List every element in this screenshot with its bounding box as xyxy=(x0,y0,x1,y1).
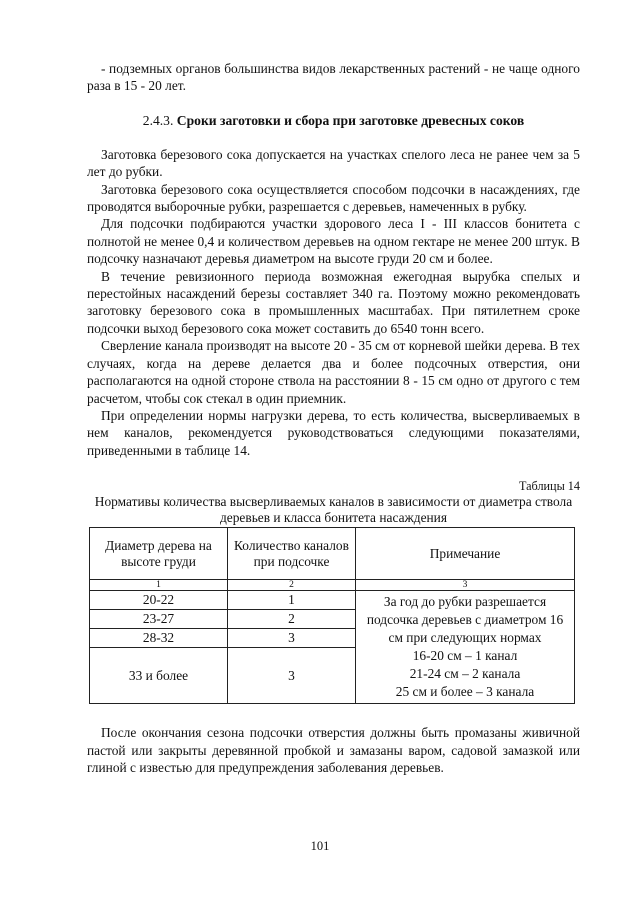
cell-diameter: 23-27 xyxy=(90,610,228,629)
paragraph-3: Для подсочки подбираются участки здорового леса I - III классов бонитета с полнотой не менее 0,4 и количеством деревьев на одном гектаре не менее 200 штук. В подсочку назначают деревья диаметром на высоте груди 20 см и более. xyxy=(87,216,580,267)
paragraph-top: - подземных органов большинства видов лекарственных растений - не чаще одного раза в 15 - 20 лет. xyxy=(87,61,580,94)
cell-diameter: 20-22 xyxy=(90,591,228,610)
paragraph-6: При определении нормы нагрузки дерева, то есть количества, высверливаемых в нем каналов, рекомендуется руководствоваться следующими показателями, приведенными в таблице 14. xyxy=(87,407,580,458)
paragraph-1: Заготовка березового сока допускается на участках спелого леса не ранее чем за 5 лет до рубки. xyxy=(87,146,580,180)
paragraph-5: Сверление канала производят на высоте 20 - 35 см от корневой шейки дерева. В тех случаях, когда на дереве делается два и более подсочных отверстия, они располагаются на одной стороне ствола на расстоянии 8 - 15 см одно от другого с тем расчетом, чтобы сок стекал в один приемник. xyxy=(87,338,580,406)
cell-count: 3 xyxy=(228,648,356,704)
table-label: Таблицы 14 xyxy=(519,479,580,494)
norms-table xyxy=(89,527,575,704)
cell-count: 1 xyxy=(228,591,356,610)
column-number: 1 xyxy=(90,580,228,591)
table-header-row xyxy=(90,528,575,580)
paragraph-after-table: После окончания сезона подсочки отверстия должны быть промазаны живичной пастой или закрыты деревянной пробкой и замазаны варом, садовой замазкой или глиной с известью для предупреждения заболевания деревьев. xyxy=(87,725,580,775)
note-line: подсочка деревьев с диаметром 16 xyxy=(366,612,564,628)
paragraph-4: В течение ревизионного периода возможная ежегодная вырубка спелых и перестойных насаждений березы составляет 340 га. Поэтому можно рекомендовать заготовку березового сока в промышленных масштабах. При пятилетнем сроке подсочки выход березового сока может составить до 6540 тонн всего. xyxy=(87,268,580,336)
cell-diameter: 33 и более xyxy=(90,648,228,704)
table-column-numbers-row xyxy=(90,580,575,591)
section-title: Сроки заготовки и сбора при заготовке древесных соков xyxy=(176,112,525,128)
page-number: 101 xyxy=(310,839,330,853)
note-line: 16-20 см – 1 канал xyxy=(412,648,518,664)
document-page xyxy=(87,60,580,776)
note-line: За год до рубки разрешается xyxy=(383,594,547,610)
note-line: 25 см и более – 3 канала xyxy=(395,684,535,700)
cell-diameter: 28-32 xyxy=(90,629,228,648)
cell-count: 3 xyxy=(228,629,356,648)
paragraph-2: Заготовка березового сока осуществляется способом подсочки в насаждениях, где проводятся выборочные рубки, разрешается с деревьев, намеченных в рубку. xyxy=(87,181,580,215)
cell-note xyxy=(356,591,575,704)
section-heading xyxy=(87,113,580,129)
note-line: см при следующих нормах xyxy=(388,630,542,646)
note-line: 21-24 см – 2 канала xyxy=(409,666,521,682)
table-row xyxy=(90,591,575,610)
column-number: 3 xyxy=(356,580,575,591)
column-number: 2 xyxy=(228,580,356,591)
cell-count: 2 xyxy=(228,610,356,629)
table-title: Нормативы количества высверливаемых каналов в зависимости от диаметра ствола деревьев и класса бонитета насаждения xyxy=(94,494,573,526)
header-diameter: Диаметр дерева на высоте груди xyxy=(90,528,228,580)
section-number: 2.4.3. xyxy=(142,112,177,128)
header-count: Количество каналов при подсочке xyxy=(228,528,356,580)
header-note: Примечание xyxy=(356,528,575,580)
